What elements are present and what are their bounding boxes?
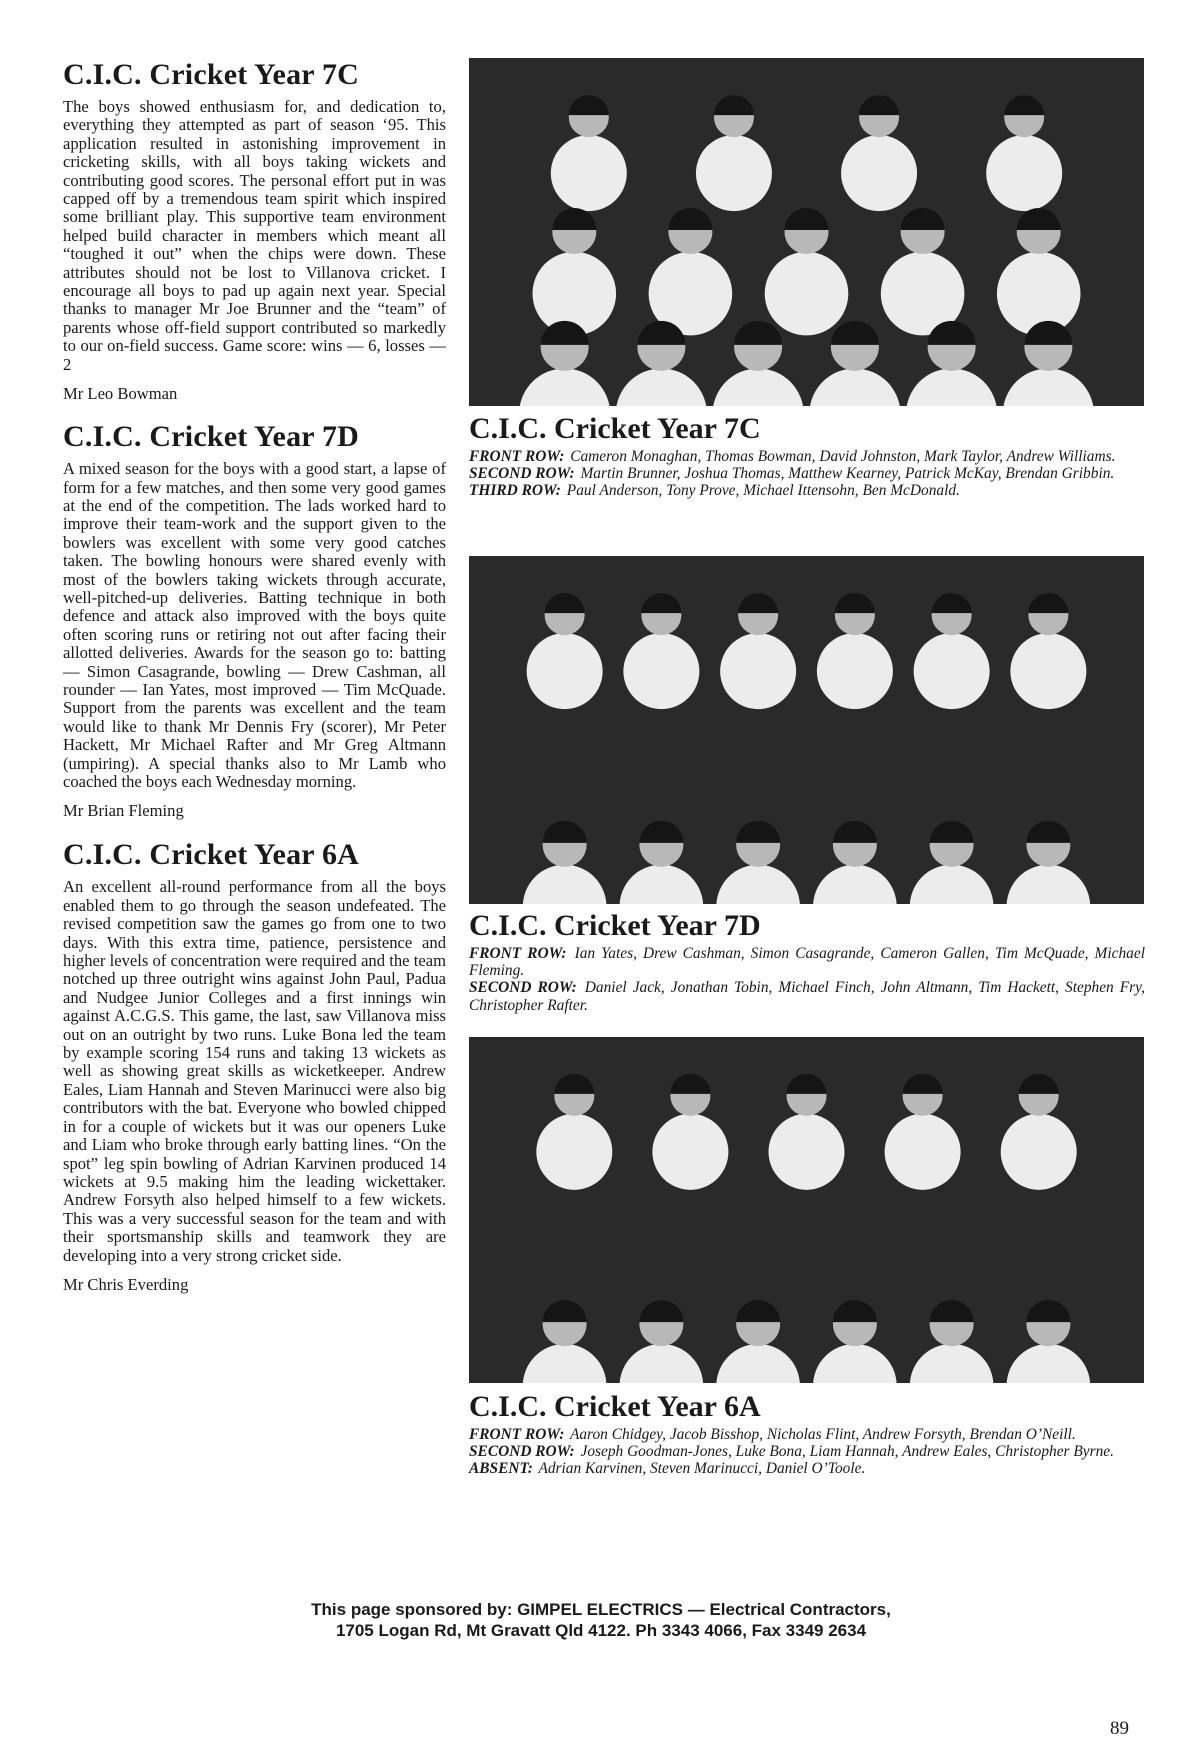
team-photo-image — [469, 1037, 1144, 1383]
row-label: FRONT ROW: — [469, 945, 567, 962]
row-names: Aaron Chidgey, Jacob Bisshop, Nicholas Flint, Andrew Forsyth, Brendan O’Neill. — [569, 1426, 1076, 1443]
row-label: FRONT ROW: — [469, 1426, 565, 1443]
row-label: THIRD ROW: — [469, 482, 561, 500]
caption-title: C.I.C. Cricket Year 7C — [469, 412, 761, 445]
caption-row — [469, 448, 1145, 465]
caption-row — [469, 1443, 1145, 1460]
caption-title: C.I.C. Cricket Year 6A — [469, 1390, 761, 1423]
sponsor-line: 1705 Logan Rd, Mt Gravatt Qld 4122. Ph 3343 4066, Fax 3349 2634 — [335, 1621, 867, 1640]
caption-row — [469, 465, 1145, 482]
row-names: Cameron Monaghan, Thomas Bowman, David Johnston, Mark Taylor, Andrew Williams. — [570, 448, 1116, 465]
caption-title: C.I.C. Cricket Year 7D — [469, 909, 761, 942]
row-names: Ian Yates, Drew Cashman, Simon Casagrande, Cameron Gallen, Tim McQuade, Michael Fleming. — [469, 945, 1145, 980]
photo-caption-7d — [469, 909, 1145, 1014]
team-photo-image — [469, 556, 1144, 904]
article-body: An excellent all-round performance from all the boys enabled them to go through the season undefeated. The revised competition saw the games go from one to two days. With this extra time, patience, persistence and higher levels of concentration were required and the team notched up three outright wins against John Paul, Padua and Nudgee Junior Colleges and a first innings win against A.C.G.S. This game, the last, saw Villanova miss out on an outright by two runs. Luke Bona led the team by example scoring 154 runs and taking 13 wickets as well as showing great skills as wicketkeeper. Andrew Eales, Liam Hannah and Steven Marinucci were also big contributors with the bat. Everyone who bowled chipped in for a couple of wickets but it was our openers Luke and Liam who broke through early batting lines. “On the spot” leg spin bowling of Adrian Karvinen produced 14 wickets at 9.5 making him the leading wickettaker. Andrew Forsyth also helped himself to a few wickets. This was a very successful season for the team and with their sportsmanship skills and teamwork they are developing into a very strong cricket side. — [63, 877, 446, 1265]
team-photo-7c — [469, 58, 1144, 406]
article-title: C.I.C. Cricket Year 7C — [63, 58, 360, 91]
article-title: C.I.C. Cricket Year 6A — [63, 838, 360, 872]
article-7d — [63, 420, 446, 821]
row-label: SECOND ROW: — [469, 979, 577, 997]
article-title: C.I.C. Cricket Year 7D — [63, 420, 360, 454]
row-label: FRONT ROW: — [469, 448, 565, 465]
team-photo-image — [469, 58, 1144, 406]
row-names: Paul Anderson, Tony Prove, Michael Ittensohn, Ben McDonald. — [566, 482, 960, 500]
caption-row — [469, 482, 1145, 499]
article-body: A mixed season for the boys with a good start, a lapse of form for a few matches, and then some very good games at the end of the competition. The lads worked hard to improve their team-work and the support given to the bowlers was excellent with some very good catches taken. The bowling honours were shared evenly with most of the bowlers taking wickets through accurate, well-pitched-up deliveries. Batting technique in both defence and attack also improved with the boys quite often scoring runs or retiring not out after facing their allotted deliveries. Awards for the season go to: batting — Simon Casagrande, bowling — Drew Cashman, all rounder — Ian Yates, most improved — Tim McQuade. Support from the parents was excellent and the team would like to thank Mr Dennis Fry (scorer), Mr Peter Hackett, Mr Michael Rafter and Mr Greg Altmann (umpiring). A special thanks also to Mr Lamb who coached the boys each Wednesday morning. — [63, 459, 446, 791]
sponsor-line: This page sponsored by: GIMPEL ELECTRICS — Electrical Contractors, — [311, 1600, 891, 1619]
page-number: 89 — [1110, 1718, 1129, 1739]
team-photo-7d — [469, 556, 1144, 904]
row-names: Joseph Goodman-Jones, Luke Bona, Liam Hannah, Andrew Eales, Christopher Byrne. — [580, 1443, 1114, 1461]
row-names: Daniel Jack, Jonathan Tobin, Michael Finch, John Altmann, Tim Hackett, Stephen Fry, Christopher Rafter. — [469, 979, 1145, 1014]
row-label: SECOND ROW: — [469, 465, 575, 483]
row-label: ABSENT: — [469, 1460, 533, 1478]
article-author: Mr Chris Everding — [63, 1274, 189, 1294]
photo-caption-7c — [469, 412, 1145, 500]
caption-row — [469, 979, 1145, 1013]
article-body: The boys showed enthusiasm for, and dedication to, everything they attempted as part of season ‘95. This application resulted in astonishing improvement in cricketing skills, with all boys taking wickets and contributing good scores. The personal effort put in was capped off by a tremendous team spirit which inspired some brilliant play. This supportive team environment helped build character in members which meant all “toughed it out” when the chips were down. These attributes should not be lost to Villanova cricket. I encourage all boys to pad up again next year. Special thanks to manager Mr Joe Brunner and the “team” of parents whose off-field support contributed so markedly to our on-field success. Game score: wins — 6, losses — 2 — [63, 97, 446, 374]
row-label: SECOND ROW: — [469, 1443, 575, 1461]
article-7c — [63, 58, 446, 404]
photo-caption-6a — [469, 1390, 1145, 1478]
team-photo-6a — [469, 1037, 1144, 1383]
row-names: Martin Brunner, Joshua Thomas, Matthew Kearney, Patrick McKay, Brendan Gribbin. — [580, 465, 1115, 483]
caption-row — [469, 1426, 1145, 1443]
article-6a — [63, 838, 446, 1295]
article-author: Mr Brian Fleming — [63, 801, 184, 821]
caption-row — [469, 1460, 1145, 1477]
row-names: Adrian Karvinen, Steven Marinucci, Daniel O’Toole. — [538, 1460, 866, 1478]
article-column — [63, 58, 446, 1295]
caption-row — [469, 945, 1145, 979]
sponsor-notice — [0, 1599, 1202, 1641]
article-author: Mr Leo Bowman — [63, 384, 178, 404]
